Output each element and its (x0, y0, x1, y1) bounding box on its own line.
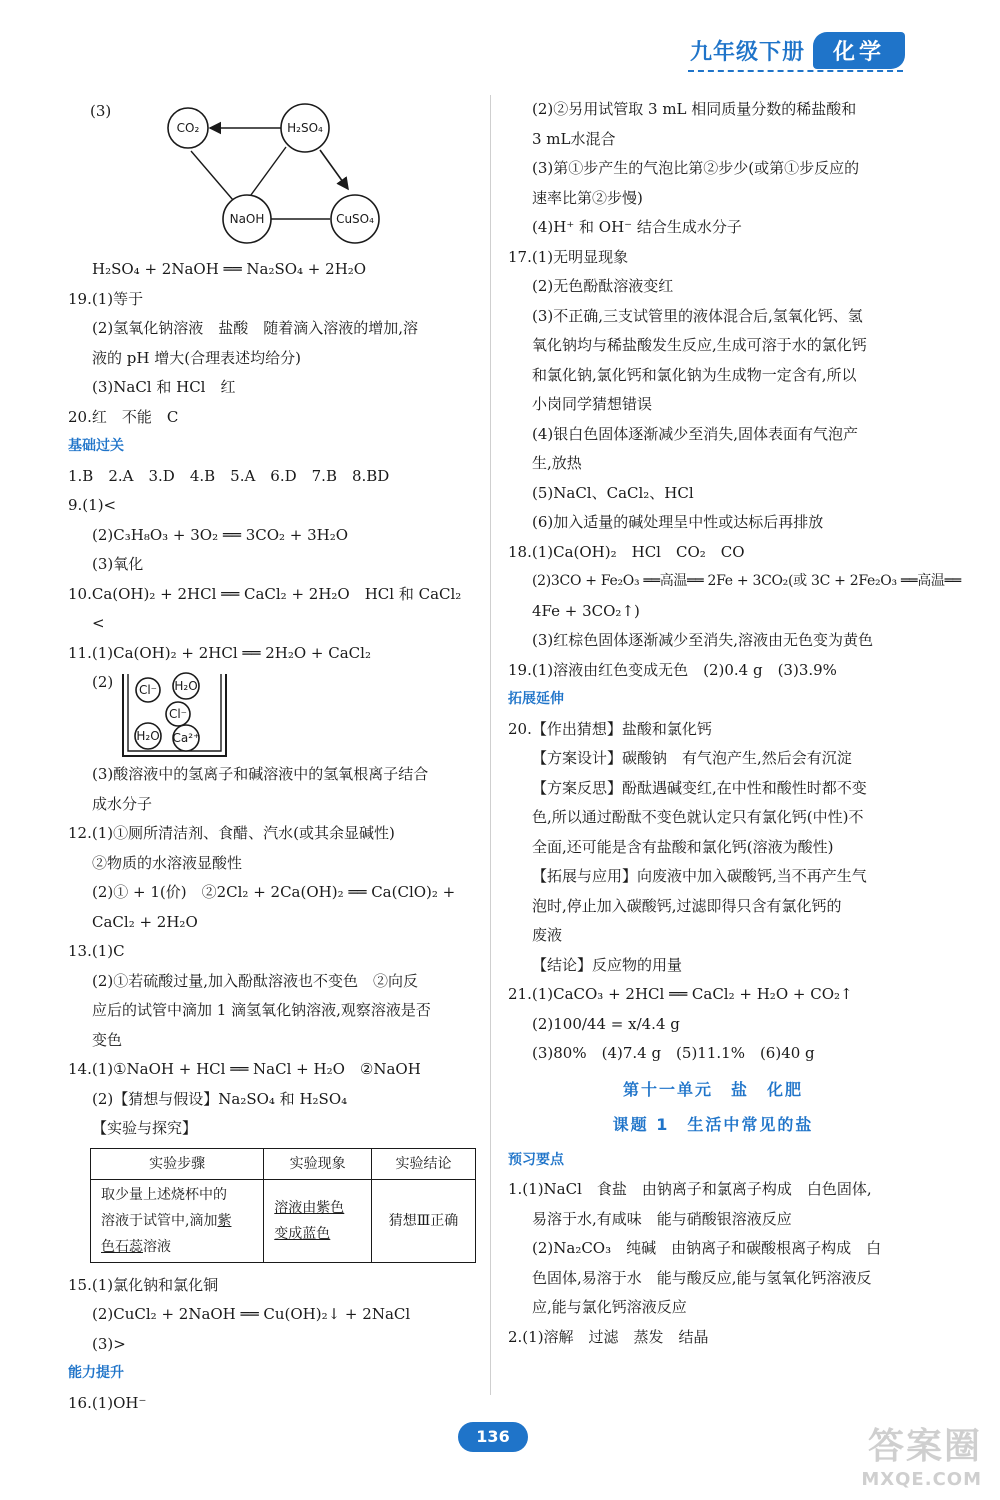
subject-badge: 化学 (813, 32, 905, 69)
answer-line: 14.(1)①NaOH + HCl ══ NaCl + H₂O ②NaOH (68, 1060, 421, 1078)
answer-line: 18.(1)Ca(OH)₂ HCl CO₂ CO (508, 542, 745, 561)
answer-line: 生,放热 (532, 454, 582, 472)
answer-line: H₂SO₄ + 2NaOH ══ Na₂SO₄ + 2H₂O (92, 260, 367, 278)
answer-line: (3)> (92, 1334, 126, 1353)
section-heading-preview: 预习要点 (508, 1151, 564, 1168)
answer-line: 20.【作出猜想】盐酸和氯化钙 (508, 719, 712, 738)
answer-line: (2)① + 1(价) ②2Cl₂ + 2Ca(OH)₂ ══ Ca(ClO)₂ + (92, 883, 456, 901)
answer-line: (3)红棕色固体逐渐减少至消失,溶液由无色变为黄色 (532, 631, 874, 649)
answer-line: (3)第①步产生的气泡比第②步少(或第①步反应的 (532, 159, 860, 177)
answer-line: (2)①若硫酸过量,加入酚酞溶液也不变色 ②向反 (92, 971, 419, 990)
answer-line: (2)Na₂CO₃ 纯碱 由钠离子和碳酸根离子构成 白 (532, 1239, 882, 1257)
table-header-cell: 实验步骤 (91, 1148, 264, 1179)
answer-line: (2)100/44 = x/4.4 g (532, 1014, 680, 1033)
node-cuso4-label: CuSO₄ (336, 212, 374, 226)
ion-label: H₂O (174, 679, 198, 693)
step-line: 溶液于试管中,滴加紫 (101, 1212, 232, 1229)
answer-line: 2.(1)溶解 过滤 蒸发 结晶 (508, 1327, 709, 1346)
answer-line: (2)3CO + Fe₂O₃ ══高温══ 2Fe + 3CO₂(或 3C + 2Fe₂O₃ ══高温══ (532, 573, 961, 589)
answer-line: 成水分子 (92, 794, 153, 813)
section-heading-extension: 拓展延伸 (508, 691, 564, 707)
answer-line: 11.(1)Ca(OH)₂ + 2HCl ══ 2H₂O + CaCl₂ (68, 643, 371, 662)
node-naoh-label: NaOH (229, 212, 265, 226)
answer-line: 1.B 2.A 3.D 4.B 5.A 6.D 7.B 8.BD (68, 466, 390, 485)
answer-line: (6)加入适量的碱处理呈中性或达标后再排放 (532, 513, 824, 531)
page-header (690, 30, 905, 70)
answer-line: (3)NaCl 和 HCl 红 (92, 378, 236, 396)
table-header-row (91, 1148, 476, 1179)
answer-line: 1.(1)NaCl 食盐 由钠离子和氯离子构成 白色固体, (508, 1180, 872, 1198)
answer-line: 17.(1)无明显现象 (508, 247, 629, 266)
answer-line: 12.(1)①厕所清洁剂、食醋、汽水(或其余显碱性) (68, 824, 395, 842)
answer-line: (2)C₃H₈O₃ + 3O₂ ══ 3CO₂ + 3H₂O (92, 525, 349, 544)
answer-line: 【方案反思】酚酞遇碱变红,在中性和酸性时都不变 (532, 778, 867, 797)
beaker-svg (120, 672, 230, 762)
answer-line: 16.(1)OH⁻ (68, 1393, 147, 1412)
answer-line: 色,所以通过酚酞不变色就认定只有氯化钙(中性)不 (532, 808, 864, 826)
beaker-figure (68, 668, 476, 760)
reaction-diagram (68, 95, 476, 255)
answer-line: 【拓展与应用】向废液中加入碳酸钙,当不再产生气 (532, 867, 867, 885)
table-header-cell: 实验现象 (264, 1148, 372, 1179)
answer-line: (3)80% (4)7.4 g (5)11.1% (6)40 g (532, 1044, 815, 1062)
answer-line: (3)不正确,三支试管里的液体混合后,氢氧化钙、氢 (532, 306, 863, 325)
answer-line: (3)氧化 (92, 555, 144, 573)
answer-line: 9.(1)< (68, 496, 117, 514)
section-heading-ability: 能力提升 (68, 1365, 124, 1381)
answer-line: 19.(1)等于 (68, 289, 144, 308)
answer-line: 应后的试管中滴加 1 滴氢氧化钠溶液,观察溶液是否 (92, 1001, 431, 1019)
lesson-title: 课题 1 生活中常见的盐 (612, 1115, 814, 1134)
node-co2-label: CO₂ (176, 121, 200, 135)
right-column (508, 95, 961, 1352)
answer-line: (2)②另用试管取 3 mL 相同质量分数的稀盐酸和 (532, 100, 857, 118)
answer-line: (5)NaCl、CaCl₂、HCl (532, 483, 694, 502)
answer-line: 易溶于水,有咸味 能与硝酸银溶液反应 (532, 1209, 792, 1228)
table-cell-phenomenon (264, 1179, 372, 1262)
answer-line: (2)氢氧化钠溶液 盐酸 随着滴入溶液的增加,溶 (92, 319, 419, 337)
answer-line: 应,能与氯化钙溶液反应 (532, 1298, 687, 1316)
reaction-network-svg (148, 95, 478, 255)
answer-line: 20.红 不能 C (68, 407, 179, 426)
answer-line: 4Fe + 3CO₂↑) (532, 601, 640, 620)
answer-line: 全面,还可能是含有盐酸和氯化钙(溶液为酸性) (532, 837, 834, 856)
answer-line: 变色 (92, 1030, 123, 1049)
line-h2so4-naoh (248, 147, 286, 199)
answer-line: 色固体,易溶于水 能与酸反应,能与氢氧化钙溶液反 (532, 1268, 872, 1287)
answer-line: ②物质的水溶液显酸性 (92, 853, 243, 872)
node-h2so4-label: H₂SO₄ (287, 121, 323, 135)
answer-line: < (92, 614, 105, 632)
table-row (91, 1179, 476, 1262)
answer-line: (3)酸溶液中的氢离子和碱溶液中的氢氧根离子结合 (92, 765, 429, 783)
answer-line: CaCl₂ + 2H₂O (92, 912, 198, 931)
diagram-label: (3) (90, 102, 112, 120)
answer-line: 小岗同学猜想错误 (532, 395, 653, 413)
ion-label: Ca²⁺ (172, 731, 200, 745)
ion-label: H₂O (136, 729, 160, 743)
grade-label: 九年级下册 (689, 39, 805, 65)
phenomenon-line: 溶液由紫色 (274, 1199, 345, 1216)
answer-line: (2)无色酚酞溶液变红 (532, 277, 674, 295)
site-watermark (861, 1418, 982, 1490)
table-cell-conclusion: 猜想Ⅲ正确 (372, 1179, 476, 1262)
answer-line: (4)银白色固体逐渐减少至消失,固体表面有气泡产 (532, 424, 859, 443)
step-line: 色石蕊溶液 (101, 1238, 171, 1255)
column-divider (490, 95, 491, 1395)
answer-line: 19.(1)溶液由红色变成无色 (2)0.4 g (3)3.9% (508, 660, 837, 679)
answer-line: 【方案设计】碳酸钠 有气泡产生,然后会有沉淀 (532, 749, 852, 767)
answer-line: 泡时,停止加入碳酸钙,过滤即得只含有氯化钙的 (532, 896, 842, 915)
answer-line: 和氯化钠,氯化钙和氯化钠为生成物一定含有,所以 (532, 365, 857, 384)
line-co2-naoh (191, 151, 233, 200)
step-line: 取少量上述烧杯中的 (101, 1186, 227, 1203)
unit-title: 第十一单元 盐 化肥 (622, 1079, 803, 1099)
watermark-url: MXQE.COM (861, 1469, 982, 1490)
phenomenon-line: 变成蓝色 (274, 1225, 331, 1242)
section-heading-basic: 基础过关 (68, 438, 124, 454)
answer-line: 3 mL水混合 (532, 129, 616, 148)
answer-line: 液的 pH 增大(合理表述均给分) (92, 348, 301, 367)
page-number: 136 (458, 1422, 528, 1452)
answer-line: 废液 (532, 926, 563, 944)
answer-line: 氧化钠均与稀盐酸发生反应,生成可溶于水的氯化钙 (532, 336, 867, 354)
watermark-logo-text: 答案圈 (867, 1426, 982, 1467)
answer-line: 15.(1)氯化钠和氯化铜 (68, 1275, 219, 1294)
experiment-table (90, 1148, 476, 1263)
answer-line: 13.(1)C (68, 942, 125, 960)
answer-line: 10.Ca(OH)₂ + 2HCl ══ CaCl₂ + 2H₂O HCl 和 CaCl₂ (68, 584, 462, 603)
table-cell-step (91, 1179, 264, 1262)
table-header-cell: 实验结论 (372, 1148, 476, 1179)
header-dashed-line (688, 70, 903, 72)
ion-label: Cl⁻ (168, 707, 188, 721)
answer-line: 21.(1)CaCO₃ + 2HCl ══ CaCl₂ + H₂O + CO₂↑ (508, 985, 853, 1003)
ion-label: Cl⁻ (138, 683, 158, 697)
answer-line: (2)【猜想与假设】Na₂SO₄ 和 H₂SO₄ (92, 1089, 348, 1108)
answer-line: 速率比第②步慢) (532, 188, 643, 207)
answer-line: (4)H⁺ 和 OH⁻ 结合生成水分子 (532, 218, 742, 236)
answer-line: 【实验与探究】 (92, 1119, 198, 1137)
beaker-label: (2) (92, 673, 114, 691)
arrow-h2so4-cuso4 (320, 150, 348, 189)
answer-line: (2)CuCl₂ + 2NaOH ══ Cu(OH)₂↓ + 2NaCl (92, 1305, 411, 1323)
left-column (68, 95, 476, 1418)
answer-line: 【结论】反应物的用量 (532, 955, 683, 974)
